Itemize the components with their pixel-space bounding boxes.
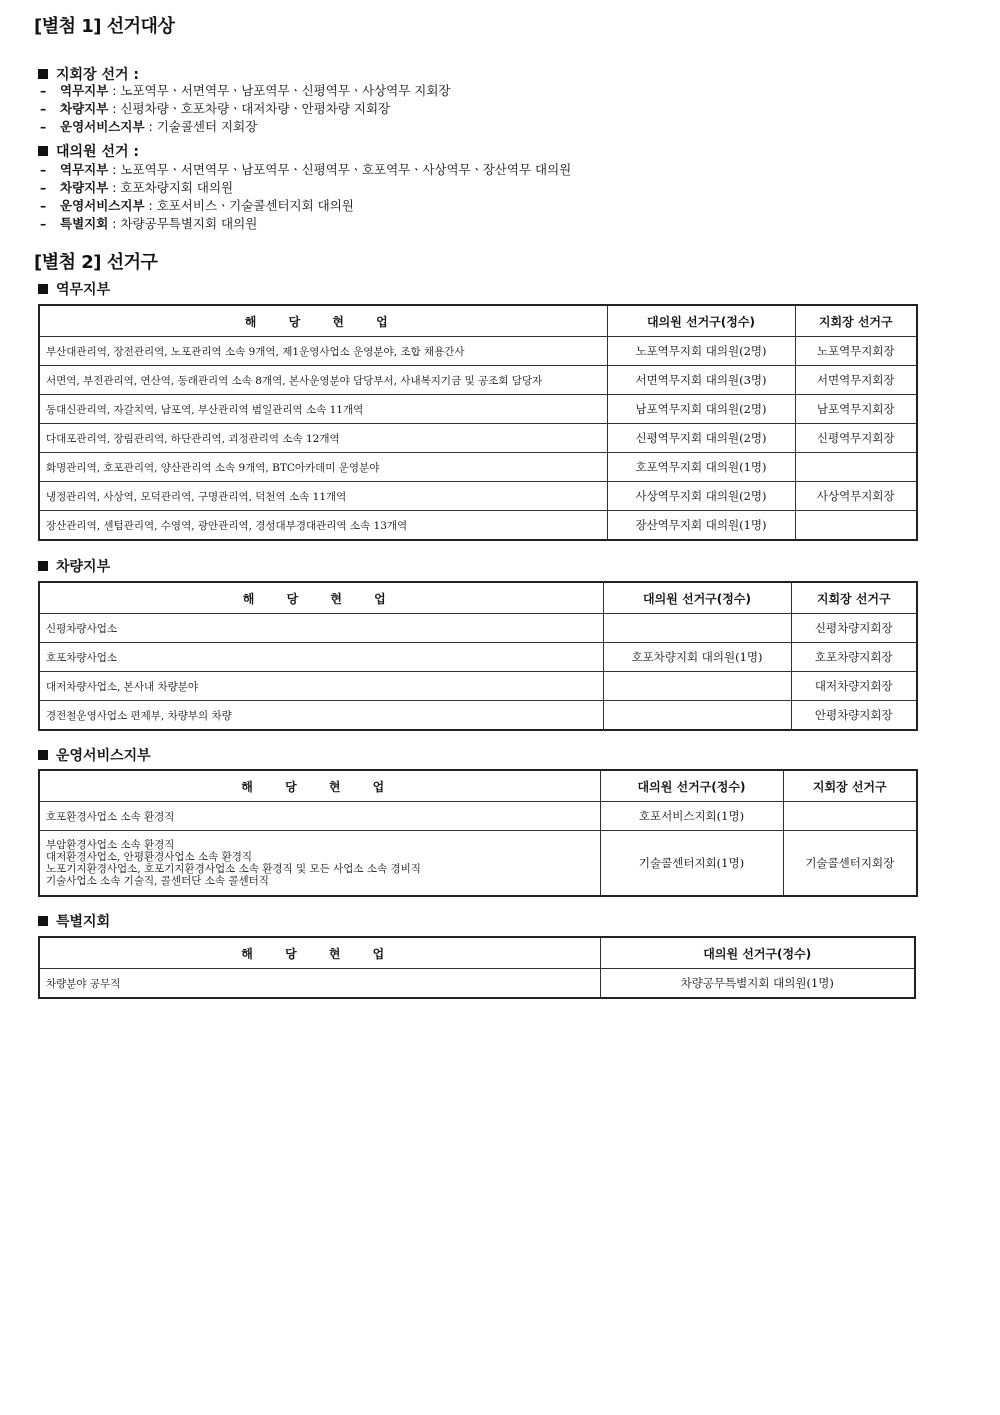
table-row: 부산대관리역, 장전관리역, 노포관리역 소속 9개역, 제1운영사업소 운영분야, 조합 채용간사 노포역무지회 대의원(2명) 노포역무지회장 bbox=[39, 337, 917, 366]
table-row: 차량분야 공무직 차량공무특별지회 대의원(1명) bbox=[39, 969, 915, 999]
delegate-item: – 특별지회 : 차량공무특별지회 대의원 bbox=[40, 216, 258, 231]
table-row: 장산관리역, 센텀관리역, 수영역, 광안관리역, 경성대부경대관리역 소속 13개역 장산역무지회 대의원(1명) bbox=[39, 511, 917, 541]
attachment2-title: [별첨 2] 선거구 bbox=[34, 252, 158, 273]
table-header-row bbox=[39, 937, 915, 969]
table-row: 동대신관리역, 자갈치역, 남포역, 부산관리역 범일관리역 소속 11개역 남포역무지회 대의원(2명) 남포역무지회장 bbox=[39, 395, 917, 424]
station-table bbox=[38, 304, 918, 541]
square-bullet-icon bbox=[38, 284, 48, 294]
square-bullet-icon bbox=[38, 916, 48, 926]
col-header-site: 해 당 현 업 bbox=[39, 582, 603, 614]
table-row: 화명관리역, 호포관리역, 양산관리역 소속 9개역, BTC아카데미 운영분야 호포역무지회 대의원(1명) bbox=[39, 453, 917, 482]
service-table bbox=[38, 769, 918, 897]
col-header-delegate: 대의원 선거구(정수) bbox=[603, 582, 791, 614]
delegate-item: – 역무지부 : 노포역무ㆍ서면역무ㆍ남포역무ㆍ신평역무ㆍ호포역무ㆍ사상역무ㆍ장산역무 대의원 bbox=[40, 162, 572, 177]
chief-election-heading: 지회장 선거 : bbox=[38, 64, 139, 84]
col-header-site: 해 당 현 업 bbox=[39, 937, 600, 969]
delegate-election-heading: 대의원 선거 : bbox=[38, 141, 139, 161]
table-row: 냉정관리역, 사상역, 모덕관리역, 구명관리역, 덕천역 소속 11개역 사상역무지회 대의원(2명) 사상역무지회장 bbox=[39, 482, 917, 511]
chief-item: – 차량지부 : 신평차량ㆍ호포차량ㆍ대저차량ㆍ안평차량 지회장 bbox=[40, 101, 391, 116]
col-header-delegate: 대의원 선거구(정수) bbox=[607, 305, 795, 337]
col-header-delegate: 대의원 선거구(정수) bbox=[600, 770, 783, 802]
col-header-delegate: 대의원 선거구(정수) bbox=[600, 937, 915, 969]
delegate-item: – 운영서비스지부 : 호포서비스ㆍ기술콜센터지회 대의원 bbox=[40, 198, 354, 213]
station-branch-heading: 역무지부 bbox=[38, 279, 110, 299]
col-header-chief: 지회장 선거구 bbox=[795, 305, 917, 337]
vehicle-table bbox=[38, 581, 918, 731]
chief-item: – 역무지부 : 노포역무ㆍ서면역무ㆍ남포역무ㆍ신평역무ㆍ사상역무 지회장 bbox=[40, 83, 451, 98]
square-bullet-icon bbox=[38, 750, 48, 760]
table-row: 경전철운영사업소 편제부, 차량부의 차량 안평차량지회장 bbox=[39, 701, 917, 731]
special-table bbox=[38, 936, 916, 999]
table-row: 신평차량사업소 신평차량지회장 bbox=[39, 614, 917, 643]
square-bullet-icon bbox=[38, 146, 48, 156]
col-header-chief: 지회장 선거구 bbox=[783, 770, 917, 802]
table-row: 호포환경사업소 소속 환경직 호포서비스지회(1명) bbox=[39, 802, 917, 831]
delegate-item: – 차량지부 : 호포차량지회 대의원 bbox=[40, 180, 234, 195]
square-bullet-icon bbox=[38, 561, 48, 571]
table-row: 대저차량사업소, 본사내 차량분야 대저차량지회장 bbox=[39, 672, 917, 701]
table-header-row bbox=[39, 582, 917, 614]
table-row: 호포차량사업소 호포차량지회 대의원(1명) 호포차량지회장 bbox=[39, 643, 917, 672]
vehicle-branch-heading: 차량지부 bbox=[38, 556, 110, 576]
special-branch-heading: 특별지회 bbox=[38, 911, 110, 931]
table-row: 다대포관리역, 장림관리역, 하단관리역, 괴정관리역 소속 12개역 신평역무지회 대의원(2명) 신평역무지회장 bbox=[39, 424, 917, 453]
col-header-site: 해 당 현 업 bbox=[39, 770, 600, 802]
table-row: 부암환경사업소 소속 환경직 대저환경사업소, 안평환경사업소 소속 환경직 노포기지환경사업소, 호포기지환경사업소 소속 환경직 및 모든 사업소 소속 경비직 기술사업소 소속 기술직, 콜센터단 소속 콜센터직 기술콜센터지회(1명) 기술콜센터지회장 bbox=[39, 831, 917, 897]
square-bullet-icon bbox=[38, 69, 48, 79]
table-header-row bbox=[39, 770, 917, 802]
service-branch-heading: 운영서비스지부 bbox=[38, 745, 151, 765]
table-row: 서면역, 부전관리역, 연산역, 동래관리역 소속 8개역, 본사운영분야 담당부서, 사내복지기금 및 공조회 담당자 서면역무지회 대의원(3명) 서면역무지회장 bbox=[39, 366, 917, 395]
col-header-site: 해 당 현 업 bbox=[39, 305, 607, 337]
col-header-chief: 지회장 선거구 bbox=[791, 582, 917, 614]
attachment1-title: [별첨 1] 선거대상 bbox=[34, 16, 175, 37]
chief-item: – 운영서비스지부 : 기술콜센터 지회장 bbox=[40, 119, 258, 134]
table-header-row bbox=[39, 305, 917, 337]
